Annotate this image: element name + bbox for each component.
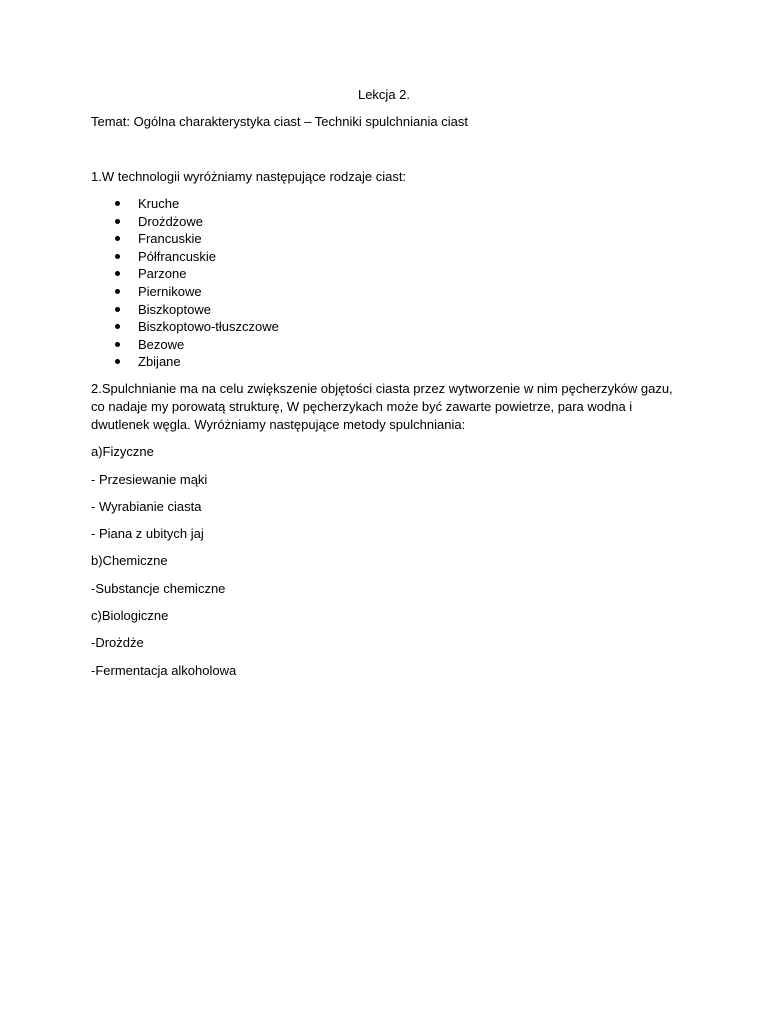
list-item: Kruche bbox=[91, 195, 279, 213]
method-item: - Piana z ubitych jaj bbox=[91, 526, 204, 541]
list-item: Parzone bbox=[91, 265, 279, 283]
section-1-heading: 1.W technologii wyróżniamy następujące rodzaje ciast: bbox=[91, 169, 407, 184]
bullet-icon bbox=[115, 236, 120, 241]
bullet-icon bbox=[115, 359, 120, 364]
list-item: Zbijane bbox=[91, 353, 279, 371]
list-item: Bezowe bbox=[91, 336, 279, 354]
bullet-icon bbox=[115, 201, 120, 206]
list-item: Półfrancuskie bbox=[91, 248, 279, 266]
bullet-icon bbox=[115, 307, 120, 312]
list-item: Piernikowe bbox=[91, 283, 279, 301]
method-item: -Substancje chemiczne bbox=[91, 581, 226, 596]
bullet-icon bbox=[115, 289, 120, 294]
bullet-icon bbox=[115, 324, 120, 329]
list-item: Biszkoptowe bbox=[91, 301, 279, 319]
paragraph-line: co nadaje my porowatą strukturę, W pęcherzykach może być zawarte powietrze, para wodna i bbox=[91, 399, 633, 414]
paragraph-line: 2.Spulchnianie ma na celu zwiększenie objętości ciasta przez wytworzenie w nim pęcherzyków gazu, bbox=[91, 381, 673, 396]
method-item: -Drożdże bbox=[91, 635, 144, 650]
bullet-icon bbox=[115, 219, 120, 224]
lesson-topic: Temat: Ogólna charakterystyka ciast – Techniki spulchniania ciast bbox=[91, 114, 468, 129]
lesson-title: Lekcja 2. bbox=[357, 87, 411, 102]
list-item: Francuskie bbox=[91, 230, 279, 248]
method-item: - Wyrabianie ciasta bbox=[91, 499, 202, 514]
section-2-paragraph bbox=[91, 380, 681, 434]
bullet-icon bbox=[115, 271, 120, 276]
method-item: - Przesiewanie mąki bbox=[91, 472, 208, 487]
bullet-icon bbox=[115, 342, 120, 347]
dough-types-list bbox=[91, 195, 279, 371]
bullet-icon bbox=[115, 254, 120, 259]
biological-methods-heading: c)Biologiczne bbox=[91, 608, 169, 623]
list-item: Biszkoptowo-tłuszczowe bbox=[91, 318, 279, 336]
chemical-methods-heading: b)Chemiczne bbox=[91, 553, 168, 568]
paragraph-line: dwutlenek węgla. Wyróżniamy następujące metody spulchniania: bbox=[91, 417, 466, 432]
list-item: Drożdżowe bbox=[91, 213, 279, 231]
physical-methods-heading: a)Fizyczne bbox=[91, 444, 154, 459]
method-item: -Fermentacja alkoholowa bbox=[91, 663, 237, 678]
